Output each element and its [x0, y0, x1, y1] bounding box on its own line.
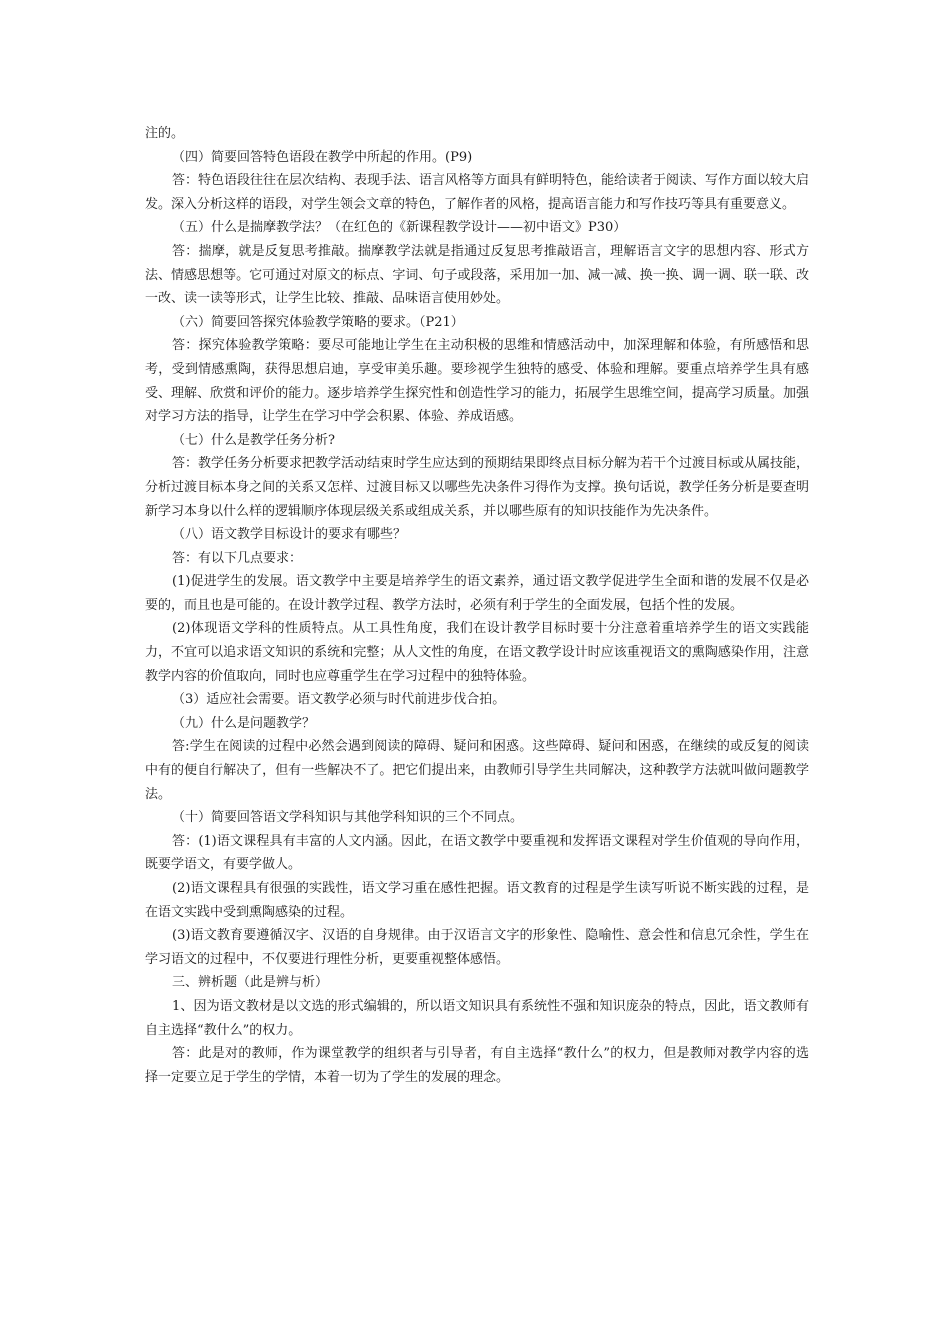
- question-heading: （八）语文教学目标设计的要求有哪些？: [172, 527, 407, 543]
- question-heading: （十）简要回答语文学科知识与其他学科知识的三个不同点。: [172, 810, 524, 826]
- question-heading: （七）什么是教学任务分析?: [172, 432, 335, 448]
- question-heading: （五）什么是揣摩教学法？（在红色的《新课程教学设计——初中语文》P30）: [172, 220, 627, 236]
- list-item: （3）适应社会需要。语文教学必须与时代前进步伐合拍。: [172, 692, 506, 708]
- answer-paragraph: 答：探究体验教学策略：要尽可能地让学生在主动积极的思维和情感活动中，加深理解和体验，有所感悟和思考，受到情感熏陶，获得思想启迪，享受审美乐趣。要珍视学生独特的感受、体验和理解。要重点培养学生具有感受、理解、欣赏和评价的能力。逐步培养学生探究性和创造性学习的能力，拓展学生思维空间，提高学习质量。加强对学习方法的指导，让学生在学习中学会积累、体验、养成语感。: [145, 338, 809, 425]
- answer-paragraph: 答：此是对的教师，作为课堂教学的组织者与引导者，有自主选择“教什么”的权力，但是教师对教学内容的选择一定要立足于学生的学情，本着一切为了学生的发展的理念。: [145, 1046, 809, 1085]
- answer-paragraph: 答：教学任务分析要求把教学活动结束时学生应达到的预期结果即终点目标分解为若干个过渡目标或从属技能，分析过渡目标本身之间的关系又怎样、过渡目标又以哪些先决条件习得作为支撑。换句话说，教学任务分析是要查明新学习本身以什么样的逻辑顺序体现层级关系或组成关系，并以哪些原有的知识技能作为先决条件。: [145, 456, 810, 519]
- answer-paragraph: 答：揣摩，就是反复思考推敲。揣摩教学法就是指通过反复思考推敲语言，理解语言文字的思想内容、形式方法、情感思想等。它可通过对原文的标点、字词、句子或段落，采用加一加、减一减、换一换、调一调、联一联、改一改、读一读等形式，让学生比较、推敲、品味语言使用妙处。: [145, 243, 809, 307]
- question-heading: （九）什么是问题教学？: [172, 715, 316, 731]
- answer-paragraph: 答：有以下几点要求：: [172, 550, 303, 566]
- answer-paragraph: 答：(1)语文课程具有丰富的人文内涵。因此，在语文教学中要重视和发挥语文课程对学生价值观的导向作用，既要学语文，有要学做人。: [145, 833, 809, 873]
- list-item: (1)促进学生的发展。语文教学中主要是培养学生的语文素养，通过语文教学促进学生全面和谐的发展不仅是必要的，而且也是可能的。在设计教学过程、教学方法时，必须有利于学生的全面发展，包括个性的发展。: [145, 574, 809, 613]
- document-body: [145, 122, 809, 1089]
- list-item: (2)语文课程具有很强的实践性，语文学习重在感性把握。语文教育的过程是学生读写听说不断实践的过程，是在语文实践中受到熏陶感染的过程。: [145, 881, 809, 920]
- list-item: (2)体现语文学科的性质特点。从工具性角度，我们在设计教学目标时要十分注意着重培养学生的语文实践能力，不宜可以追求语文知识的系统和完整；从人文性的角度，在语文教学设计时应该重视语文的熏陶感染作用，注意教学内容的价值取向，同时也应尊重学生在学习过程中的独特体验。: [145, 621, 809, 684]
- question-heading: （四）简要回答特色语段在教学中所起的作用。(P9): [172, 149, 473, 165]
- question-paragraph: 1、因为语文教材是以文选的形式编辑的，所以语文知识具有系统性不强和知识庞杂的特点，因此，语文教师有自主选择“教什么”的权力。: [145, 998, 809, 1038]
- answer-paragraph: 答:学生在阅读的过程中必然会遇到阅读的障碍、疑问和困惑。这些障碍、疑问和困惑，在继续的或反复的阅读中有的便自行解决了，但有一些解决不了。把它们提出来，由教师引导学生共同解决，这种教学方法就叫做问题教学法。: [145, 739, 809, 802]
- paragraph: 注的。: [145, 126, 185, 141]
- question-heading: （六）简要回答探究体验教学策略的要求。（P21）: [172, 314, 464, 330]
- section-heading: 三、辨析题（此是辨与析）: [172, 975, 329, 991]
- list-item: (3)语文教育要遵循汉字、汉语的自身规律。由于汉语言文字的形象性、隐喻性、意会性和信息冗余性，学生在学习语文的过程中，不仅要进行理性分析，更要重视整体感悟。: [145, 928, 809, 967]
- answer-paragraph: 答：特色语段往往在层次结构、表现手法、语言风格等方面具有鲜明特色，能给读者于阅读、写作方面以较大启发。深入分析这样的语段，对学生领会文章的特色，了解作者的风格，提高语言能力和写作技巧等具有重要意义。: [145, 173, 810, 212]
